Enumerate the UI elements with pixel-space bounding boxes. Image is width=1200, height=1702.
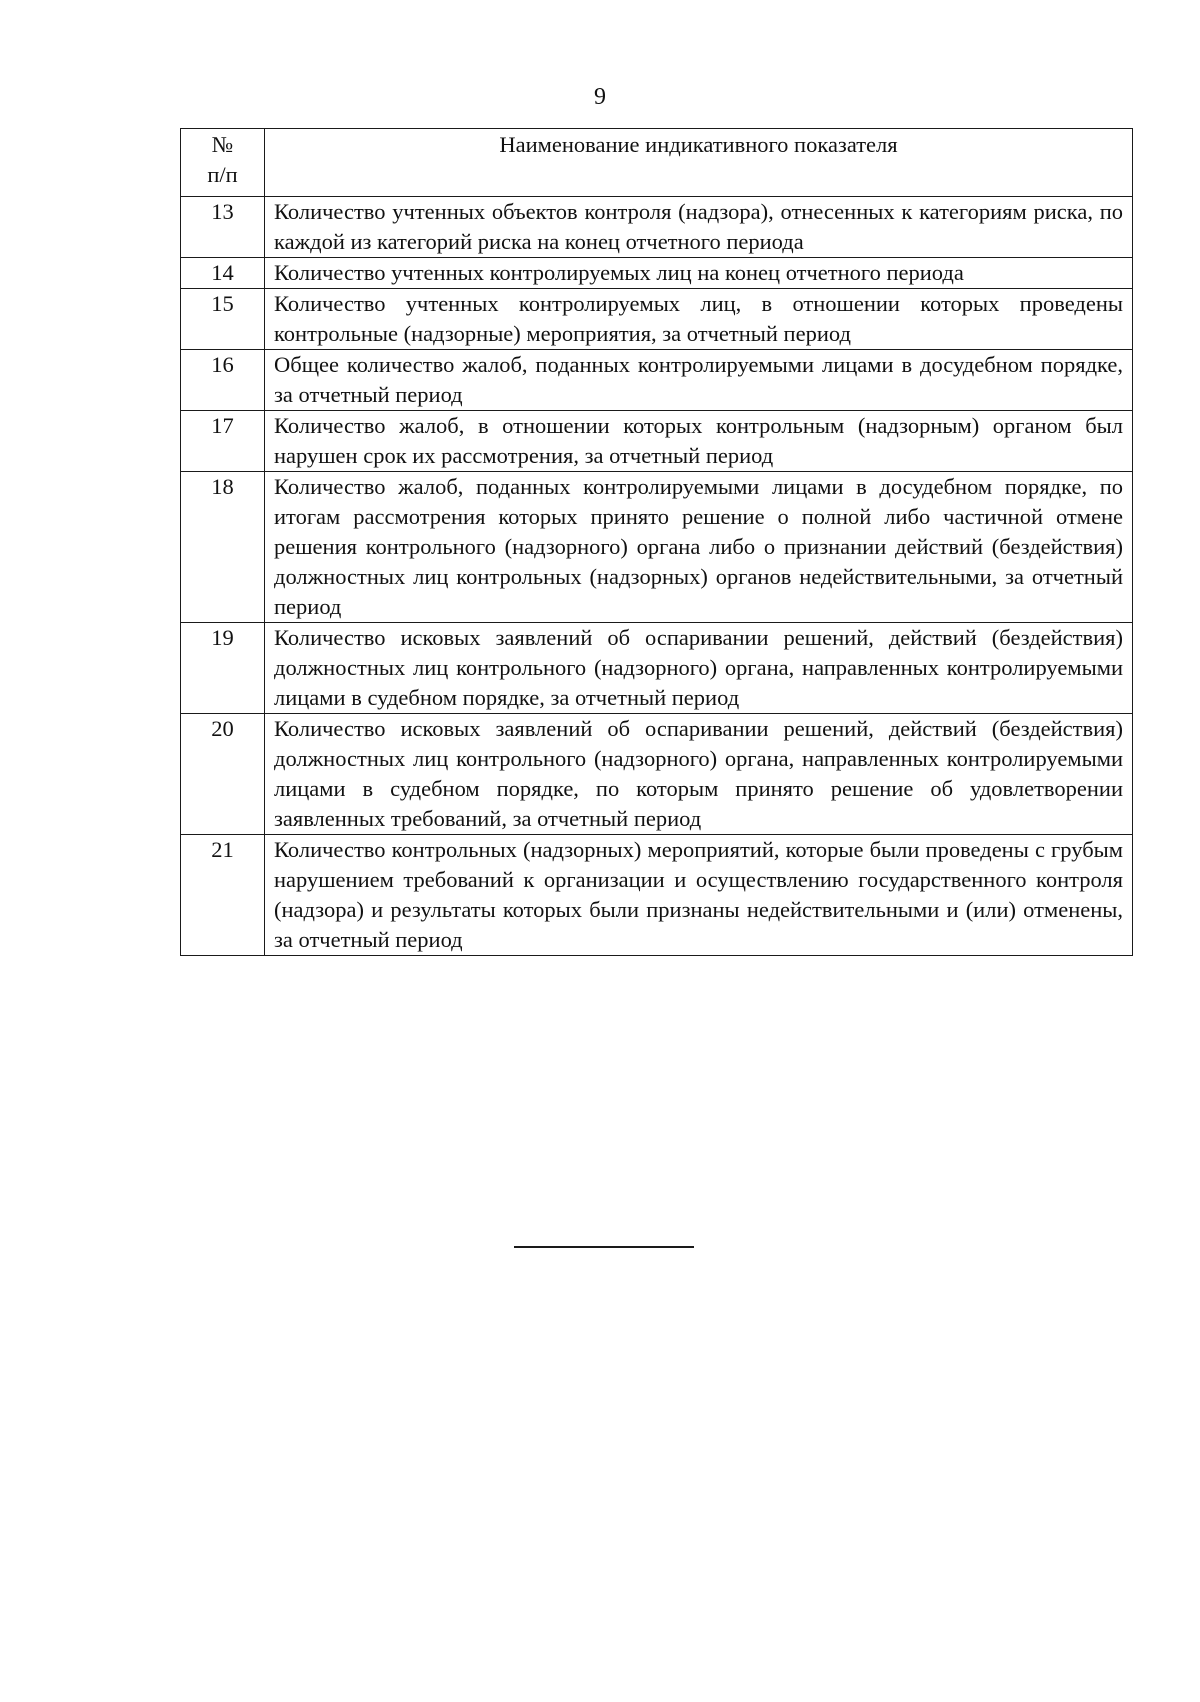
row-indicator-name: Количество жалоб, поданных контролируемыми лицами в досудебном порядке, по итогам рассмотрения которых принято решение о полной либо частичной отмене решения контрольного (надзорного) органа либо о признании действий (бездействия) должностных лиц контрольных (надзорных) органов недействительными, за отчетный период [265, 472, 1133, 623]
row-indicator-name: Общее количество жалоб, поданных контролируемыми лицами в досудебном порядке, за отчетный период [265, 350, 1133, 411]
indicators-table [180, 128, 1133, 956]
table-row [181, 714, 1133, 835]
header-number-sign: № [211, 132, 234, 157]
table-row [181, 350, 1133, 411]
page-number: 9 [594, 84, 606, 110]
header-name-column: Наименование индикативного показателя [265, 129, 1133, 197]
row-number: 18 [181, 472, 265, 623]
row-indicator-name: Количество учтенных контролируемых лиц на конец отчетного периода [265, 258, 1133, 289]
row-number: 13 [181, 197, 265, 258]
row-number: 19 [181, 623, 265, 714]
header-number-abbr: п/п [207, 162, 238, 187]
row-indicator-name: Количество учтенных контролируемых лиц, в отношении которых проведены контрольные (надзорные) мероприятия, за отчетный период [265, 289, 1133, 350]
table-header-row [181, 129, 1133, 197]
row-number: 15 [181, 289, 265, 350]
header-number-column [181, 129, 265, 197]
table-row [181, 472, 1133, 623]
table-row [181, 197, 1133, 258]
table-row [181, 835, 1133, 956]
row-indicator-name: Количество учтенных объектов контроля (надзора), отнесенных к категориям риска, по каждой из категорий риска на конец отчетного периода [265, 197, 1133, 258]
table-row [181, 289, 1133, 350]
row-indicator-name: Количество контрольных (надзорных) мероприятий, которые были проведены с грубым нарушением требований к организации и осуществлению государственного контроля (надзора) и результаты которых были признаны недействительными и (или) отменены, за отчетный период [265, 835, 1133, 956]
row-number: 21 [181, 835, 265, 956]
document-end-divider [514, 1246, 694, 1248]
table-row [181, 411, 1133, 472]
row-indicator-name: Количество жалоб, в отношении которых контрольным (надзорным) органом был нарушен срок их рассмотрения, за отчетный период [265, 411, 1133, 472]
row-number: 17 [181, 411, 265, 472]
table-row [181, 258, 1133, 289]
row-number: 14 [181, 258, 265, 289]
table-row [181, 623, 1133, 714]
row-number: 20 [181, 714, 265, 835]
row-indicator-name: Количество исковых заявлений об оспаривании решений, действий (бездействия) должностных лиц контрольного (надзорного) органа, направленных контролируемыми лицами в судебном порядке, по которым принято решение об удовлетворении заявленных требований, за отчетный период [265, 714, 1133, 835]
row-indicator-name: Количество исковых заявлений об оспаривании решений, действий (бездействия) должностных лиц контрольного (надзорного) органа, направленных контролируемыми лицами в судебном порядке, за отчетный период [265, 623, 1133, 714]
row-number: 16 [181, 350, 265, 411]
